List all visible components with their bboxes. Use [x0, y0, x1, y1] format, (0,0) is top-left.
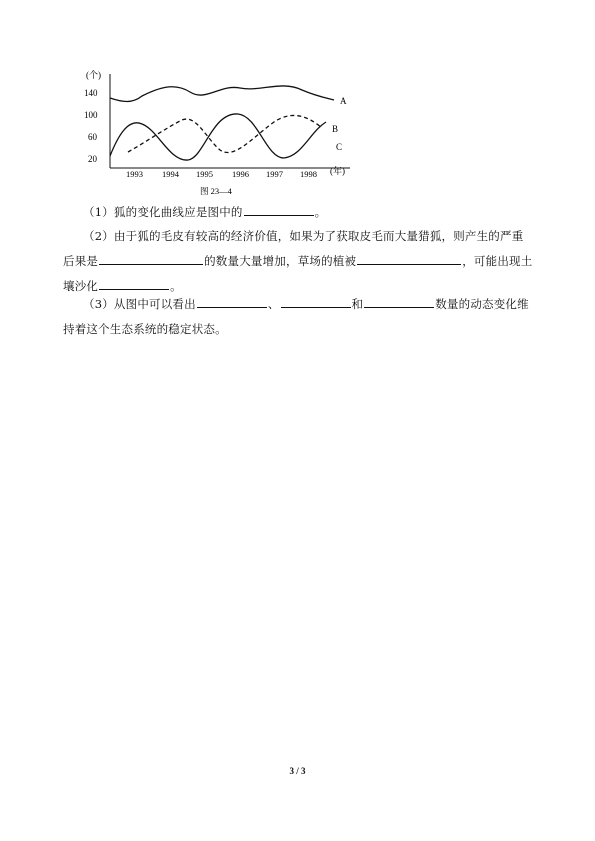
answer-blank-7[interactable] [364, 293, 434, 308]
curve-c [110, 114, 326, 160]
series-label-b: B [332, 124, 339, 134]
question-2-part2: 的数量大量增加，草场的植被 [204, 254, 357, 268]
y-axis-unit: (个) [86, 70, 101, 80]
question-1-end: 。 [314, 205, 327, 219]
series-label-c: C [336, 142, 343, 152]
question-3-sep1: 、 [267, 297, 280, 311]
answer-blank-1[interactable] [244, 201, 314, 216]
answer-blank-4[interactable] [99, 275, 169, 290]
question-1-text: （1）狐的变化曲线应是图中的 [83, 205, 243, 219]
answer-blank-3[interactable] [357, 250, 461, 265]
x-tick-1995: 1995 [196, 169, 213, 179]
x-tick-1993: 1993 [126, 169, 143, 179]
answer-blank-6[interactable] [281, 293, 351, 308]
question-3-part1: （3）从图中可以看出 [83, 297, 196, 311]
x-tick-1994: 1994 [162, 169, 179, 179]
answer-blank-5[interactable] [197, 293, 267, 308]
curve-b [128, 115, 322, 152]
curve-a [110, 86, 334, 102]
question-2 [63, 224, 533, 299]
question-3-sep2: 和 [351, 297, 364, 311]
figure-caption: 图 23—4 [200, 186, 232, 196]
x-tick-1997: 1997 [266, 169, 283, 179]
y-tick-20: 20 [88, 154, 97, 164]
question-3-part2: 数量的动态变化维持着这个生态系统的稳定状态。 [63, 297, 529, 336]
population-chart [70, 66, 370, 198]
x-axis-unit: (年) [330, 166, 345, 176]
y-tick-60: 60 [88, 132, 97, 142]
series-label-a: A [340, 96, 347, 106]
x-tick-1998: 1998 [300, 169, 317, 179]
x-tick-1996: 1996 [232, 169, 249, 179]
question-1 [63, 200, 553, 225]
question-3 [63, 292, 533, 342]
y-tick-140: 140 [84, 88, 98, 98]
question-2-part1: （2）由于狐的毛皮有较高的经济价值，如果为了获取皮毛而大量猎狐，则产生的严重后果是 [63, 229, 524, 268]
question-2-part3: ，可能出现土壤沙化 [63, 254, 533, 293]
y-tick-100: 100 [84, 110, 98, 120]
answer-blank-2[interactable] [99, 250, 203, 265]
page-number: 3 / 3 [289, 766, 306, 776]
question-2-end: 。 [170, 279, 182, 293]
